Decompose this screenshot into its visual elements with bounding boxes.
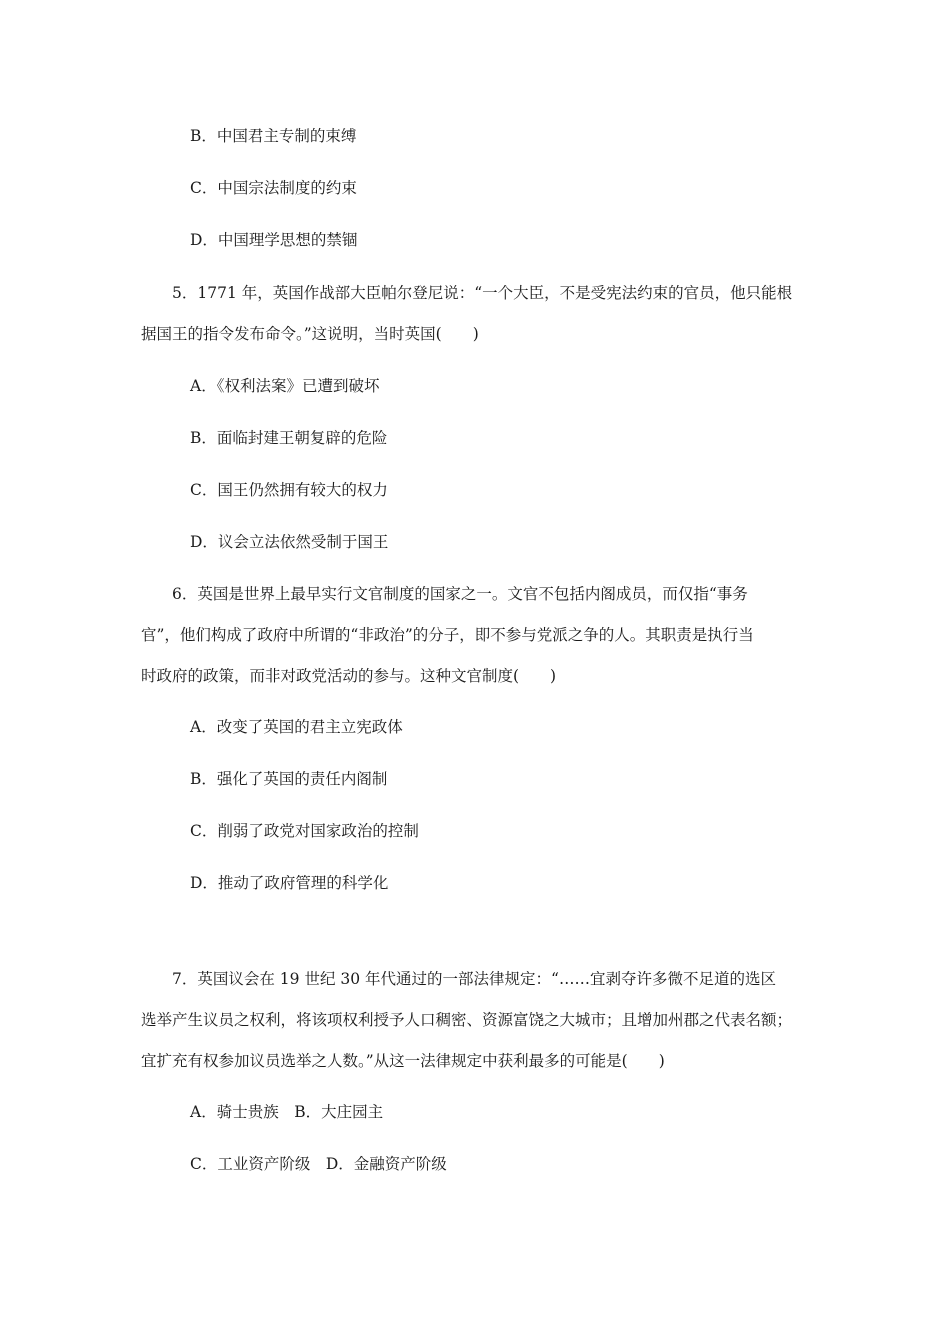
q5-option-a: A．《权利法案》已遭到破坏 — [190, 377, 380, 395]
q6-stem-line-2: 官”，他们构成了政府中所谓的“非政治”的分子，即不参与党派之争的人。其职责是执行当 — [141, 626, 754, 644]
q7-options-ab: A．骑士贵族 B．大庄园主 — [190, 1103, 384, 1121]
q5-option-c: C．国王仍然拥有较大的权力 — [190, 481, 388, 499]
q7-stem-line-1: 7．英国议会在 19 世纪 30 年代通过的一部法律规定：“……宜剥夺许多微不足道的选区 — [172, 970, 776, 988]
q7-stem-line-2: 选举产生议员之权利，将该项权利授予人口稠密、资源富饶之大城市；且增加州郡之代表名额； — [141, 1011, 793, 1029]
q6-option-d: D．推动了政府管理的科学化 — [190, 874, 389, 892]
q4-option-c: C．中国宗法制度的约束 — [190, 179, 357, 197]
q7-stem-line-3: 宜扩充有权参加议员选举之人数。”从这一法律规定中获利最多的可能是( ) — [141, 1052, 665, 1070]
q6-stem-line-3: 时政府的政策，而非对政党活动的参与。这种文官制度( ) — [141, 667, 557, 685]
q4-option-b: B．中国君主专制的束缚 — [190, 127, 357, 145]
q5-option-b: B．面临封建王朝复辟的危险 — [190, 429, 388, 447]
q5-option-d: D．议会立法依然受制于国王 — [190, 533, 389, 551]
q6-stem-line-1: 6．英国是世界上最早实行文官制度的国家之一。文官不包括内阁成员，而仅指“事务 — [172, 585, 748, 603]
q7-options-cd: C．工业资产阶级 D．金融资产阶级 — [190, 1155, 447, 1173]
q6-option-b: B．强化了英国的责任内阁制 — [190, 770, 388, 788]
q5-stem-line-2: 据国王的指令发布命令。”这说明，当时英国( ) — [141, 325, 479, 343]
q6-option-a: A．改变了英国的君主立宪政体 — [190, 718, 403, 736]
q5-stem-line-1: 5．1771 年，英国作战部大臣帕尔登尼说：“一个大臣，不是受宪法约束的官员，他只能根 — [172, 284, 793, 302]
q4-option-d: D．中国理学思想的禁锢 — [190, 231, 358, 249]
q6-option-c: C．削弱了政党对国家政治的控制 — [190, 822, 419, 840]
